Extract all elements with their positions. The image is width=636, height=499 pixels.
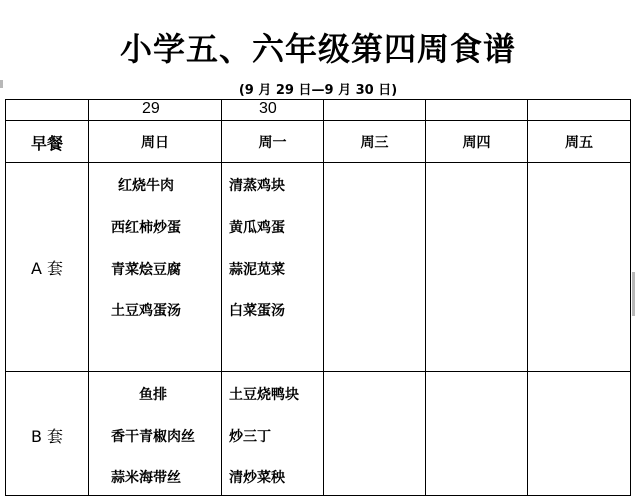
date-header-sunday: 29: [142, 100, 160, 117]
page-edge-mark: [0, 80, 3, 88]
meal-label: 早餐: [30, 134, 63, 153]
dish-item: 西红柿炒蛋: [111, 220, 181, 236]
dish-item: 黄瓜鸡蛋: [229, 220, 285, 236]
column-divider: [221, 99, 222, 496]
dish-item: 香干青椒肉丝: [111, 429, 195, 445]
dish-item: 炒三丁: [229, 429, 271, 445]
dish-item: 青菜烩豆腐: [111, 262, 181, 278]
dish-item: 土豆烧鸭块: [229, 387, 299, 403]
table-border-right: [630, 99, 631, 496]
row-divider: [5, 371, 631, 372]
menu-title: 小学五、六年级第四周食谱: [119, 30, 516, 68]
column-divider: [88, 99, 89, 496]
dish-item: 红烧牛肉: [118, 178, 174, 194]
page-edge-mark: [632, 272, 635, 316]
dish-item: 清炒菜秧: [229, 470, 285, 486]
weekday-header-thursday: 周四: [462, 135, 491, 151]
date-range-subtitle: (9 月 29 日—9 月 30 日): [238, 83, 398, 98]
weekday-header-friday: 周五: [565, 135, 593, 151]
set-a-label: A 套: [30, 259, 64, 278]
column-divider: [527, 99, 528, 496]
weekday-header-wednesday: 周三: [360, 135, 389, 151]
dish-item: 蒜米海带丝: [111, 470, 181, 486]
weekday-header-sunday: 周日: [141, 135, 169, 151]
column-divider: [425, 99, 426, 496]
date-header-monday: 30: [259, 100, 277, 117]
table-border-bottom: [5, 495, 631, 496]
row-divider: [5, 120, 631, 121]
dish-item: 蒜泥苋菜: [229, 262, 285, 278]
dish-item: 白菜蛋汤: [229, 303, 285, 319]
dish-item: 土豆鸡蛋汤: [111, 303, 181, 319]
column-divider: [323, 99, 324, 496]
dish-item: 清蒸鸡块: [229, 178, 285, 194]
dish-item: 鱼排: [139, 387, 167, 403]
row-divider: [5, 162, 631, 163]
set-b-label: B 套: [30, 427, 64, 446]
table-border-top: [5, 99, 631, 100]
weekday-header-monday: 周一: [258, 135, 287, 151]
